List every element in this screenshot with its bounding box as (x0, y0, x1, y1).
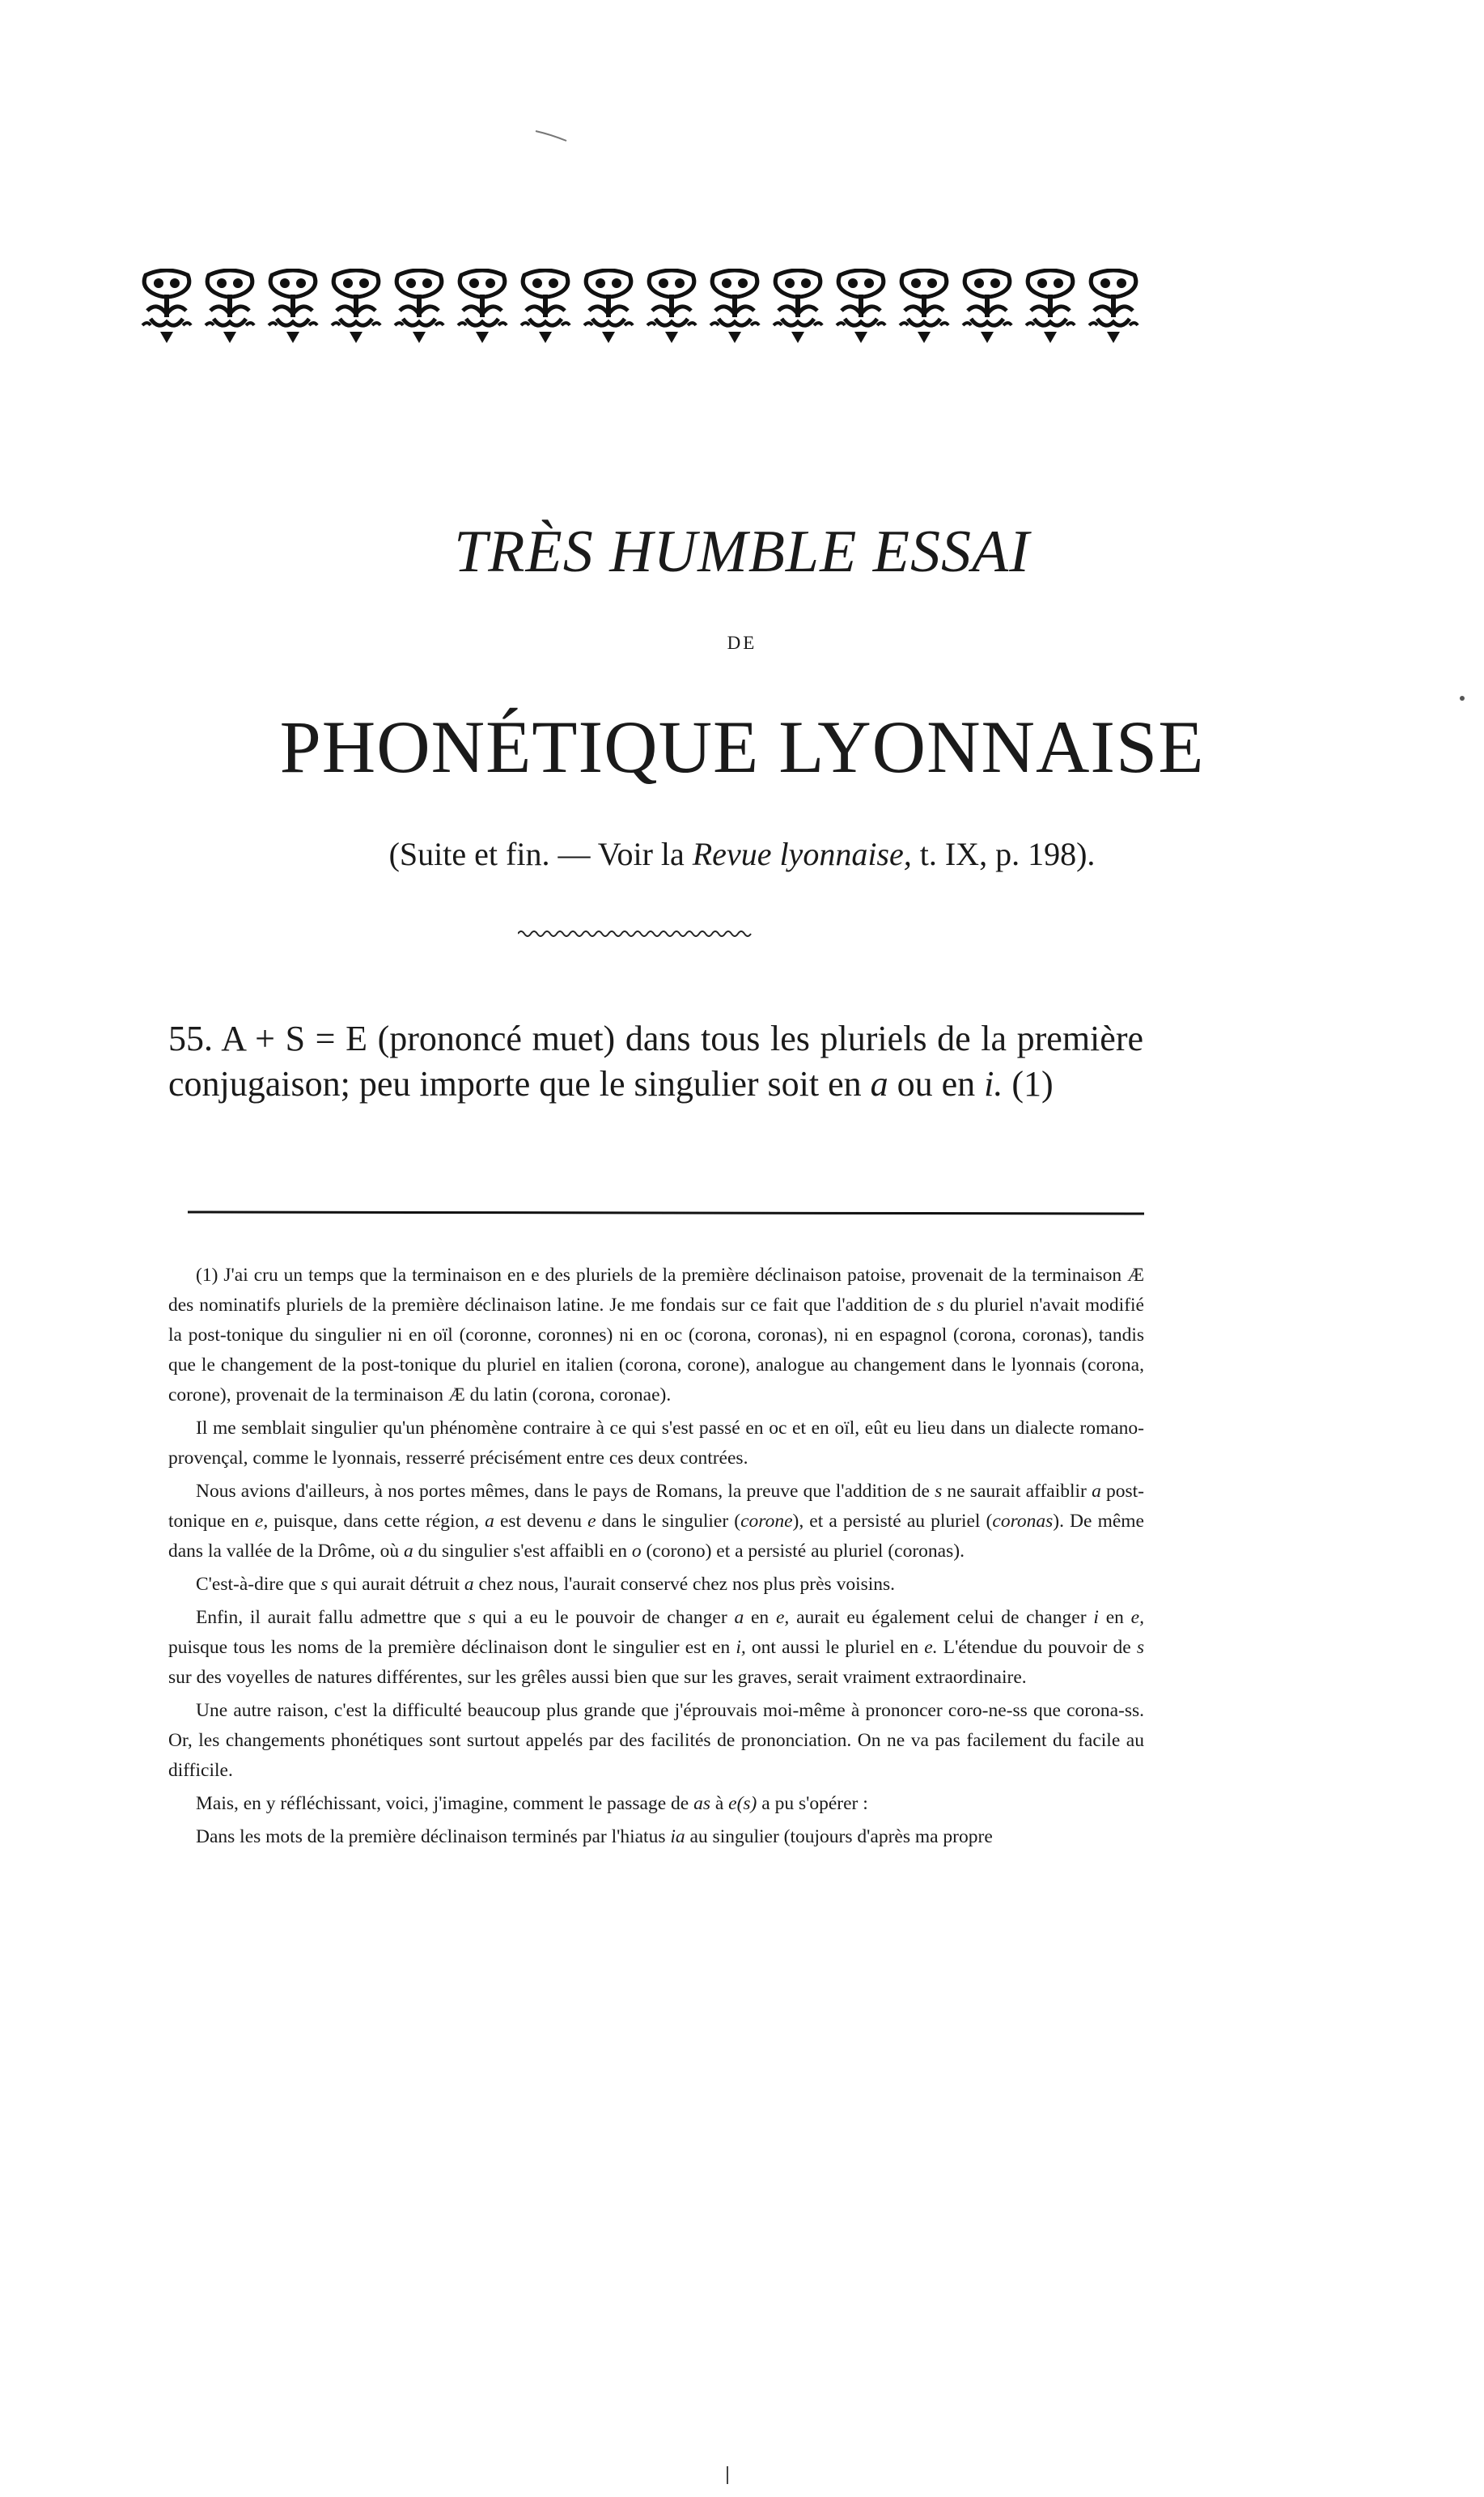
footnote-para-1 (168, 1261, 1144, 1410)
fn-italic: e. (924, 1637, 938, 1658)
fn-italic: e, (254, 1511, 269, 1532)
footnote-ref[interactable]: (1) (1003, 1064, 1054, 1104)
fn-text: qui aurait détruit (328, 1574, 464, 1595)
fn-italic: i, (736, 1637, 746, 1658)
fn-italic: corone (740, 1511, 793, 1532)
main-italic-a: a (870, 1064, 888, 1104)
fn-text: post-tonique en (168, 1481, 1144, 1532)
fleuron-icon (139, 269, 194, 350)
fn-italic: ia (670, 1826, 685, 1847)
footnote-para-4 (168, 1570, 1144, 1600)
fleuron-icon (1086, 269, 1141, 350)
fleuron-icon (707, 269, 762, 350)
fn-italic: e (587, 1511, 596, 1532)
fn-text: Enfin, il aurait fallu admettre que (196, 1607, 469, 1628)
ornament-band (139, 267, 1141, 351)
fleuron-icon (329, 269, 384, 350)
wavy-divider (518, 928, 753, 939)
footnote-para-6: Une autre raison, c'est la difficulté beaucoup plus grande que j'éprouvais moi-même à prononcer coro-ne-ss que corona-ss. Or, les changements phonétiques sont surtout appelés par des facilités de prononciation. On ne va pas facilement du facile au difficile. (168, 1700, 1144, 1781)
ink-speck (534, 129, 571, 144)
main-text-1: 55. A + S = E (prononcé muet) dans tous les pluriels de la première conjugaison; peu importe que le singulier soit en (168, 1019, 1143, 1104)
fn-italic: a (485, 1511, 494, 1532)
fn-italic: i (1093, 1607, 1099, 1628)
fn-italic: coronas (992, 1511, 1054, 1532)
fn-italic: s (935, 1481, 943, 1502)
fleuron-icon (455, 269, 510, 350)
fleuron-icon (833, 269, 888, 350)
fn-text: Dans les mots de la première déclinaison terminés par l'hiatus (196, 1826, 671, 1847)
main-paragraph (168, 1016, 1143, 1107)
fleuron-icon (770, 269, 825, 350)
fn-italic: e, (775, 1607, 790, 1628)
fn-text: qui a eu le pouvoir de changer (475, 1607, 735, 1628)
fn-text: (1) J'ai cru un temps que la terminaison en e des pluriels de la première déclinaison patoise, provenait de la terminaison Æ des nominatifs pluriels de la première déclinaison latine. Je me fondais sur ce fait que l'addition de (168, 1265, 1144, 1316)
fn-text: Mais, en y réfléchissant, voici, j'imagine, comment le passage de (196, 1793, 694, 1814)
footnote-para-5 (168, 1603, 1144, 1693)
fn-italic: e, (1130, 1607, 1144, 1628)
fleuron-icon (392, 269, 447, 350)
subtitle-suffix: t. IX, p. 198). (911, 836, 1096, 872)
fn-text: sur des voyelles de natures différentes, sur les grêles aussi bien que sur les graves, serait vraiment extraordinaire. (168, 1667, 1027, 1688)
fn-italic: a (1092, 1481, 1101, 1502)
main-italic-i: i. (984, 1064, 1003, 1104)
subtitle (0, 835, 1484, 873)
fn-italic: a (734, 1607, 744, 1628)
title-de: DE (727, 633, 757, 653)
fn-text: a pu s'opérer : (757, 1793, 868, 1814)
fn-text: du pluriel n'avait modifié la post-tonique du singulier ni en oïl (coronne, coronnes) ni en oc (corona, coronas), ni en espagnol (corona, coronas), tandis que le changement de la post-tonique du pluriel en italien (corona, corone), analogue au changement dans le lyonnais (corona, corone), provenait de la terminaison Æ du latin (corona, coronae). (168, 1295, 1144, 1405)
fleuron-icon (1023, 269, 1078, 350)
fn-italic: s (468, 1607, 476, 1628)
fleuron-icon (518, 269, 573, 350)
footnote-block (168, 1261, 1144, 1855)
fn-italic: s (936, 1295, 944, 1316)
title-line-1: TRÈS HUMBLE ESSAI (454, 519, 1030, 585)
fn-italic: a (404, 1541, 413, 1562)
fn-italic: e(s) (728, 1793, 757, 1814)
fn-text: (corono) et a persisté au pluriel (coronas). (641, 1541, 965, 1562)
fn-text: L'étendue du pouvoir de (937, 1637, 1137, 1658)
fn-text: ont aussi le pluriel en (745, 1637, 925, 1658)
fleuron-icon (960, 269, 1015, 350)
bottom-mark (727, 2466, 728, 2484)
subtitle-prefix: (Suite et fin. — Voir la (388, 836, 693, 872)
fn-text: ). De même dans la vallée de la Drôme, où (168, 1511, 1144, 1562)
fn-text: en (744, 1607, 776, 1628)
fn-text: à (710, 1793, 729, 1814)
fn-text: chez nous, l'aurait conservé chez nos plus près voisins. (473, 1574, 896, 1595)
footnote-rule (188, 1210, 1144, 1216)
fn-text: Nous avions d'ailleurs, à nos portes mêmes, dans le pays de Romans, la preuve que l'addition de (196, 1481, 935, 1502)
fn-text: ne saurait affaiblir (942, 1481, 1092, 1502)
fn-italic: a (464, 1574, 474, 1595)
fn-text: du singulier s'est affaibli en (413, 1541, 632, 1562)
fleuron-icon (644, 269, 699, 350)
footnote-para-2: Il me semblait singulier qu'un phénomène contraire à ce qui s'est passé en oc et en oïl, eût eu lieu dans un dialecte romano-provençal, comme le lyonnais, resserré précisément entre ces deux contrées. (168, 1418, 1144, 1469)
footnote-para-7 (168, 1789, 1144, 1819)
fn-text: au singulier (toujours d'après ma propre (685, 1826, 993, 1847)
fn-italic: o (631, 1541, 642, 1562)
title-line-2: PHONÉTIQUE LYONNAISE (279, 706, 1205, 788)
fn-text: est devenu (494, 1511, 588, 1532)
subtitle-journal: Revue lyonnaise, (692, 836, 912, 872)
fn-text: en (1098, 1607, 1131, 1628)
fn-text: aurait eu également celui de changer (789, 1607, 1094, 1628)
fn-text: puisque tous les noms de la première déclinaison dont le singulier est en (168, 1637, 736, 1658)
fleuron-icon (581, 269, 636, 350)
fn-italic: s (1136, 1637, 1144, 1658)
fn-text: ), et a persisté au pluriel ( (792, 1511, 993, 1532)
footnote-para-8 (168, 1822, 1144, 1852)
fleuron-icon (265, 269, 320, 350)
fn-italic: as (693, 1793, 710, 1814)
fn-text: dans le singulier ( (596, 1511, 741, 1532)
fleuron-icon (897, 269, 952, 350)
main-text-2: ou en (888, 1064, 985, 1104)
footnote-para-3 (168, 1477, 1144, 1566)
fn-text: C'est-à-dire que (196, 1574, 321, 1595)
margin-mark (1460, 696, 1465, 701)
fleuron-icon (202, 269, 257, 350)
fn-italic: s (320, 1574, 329, 1595)
fn-text: puisque, dans cette région, (268, 1511, 485, 1532)
